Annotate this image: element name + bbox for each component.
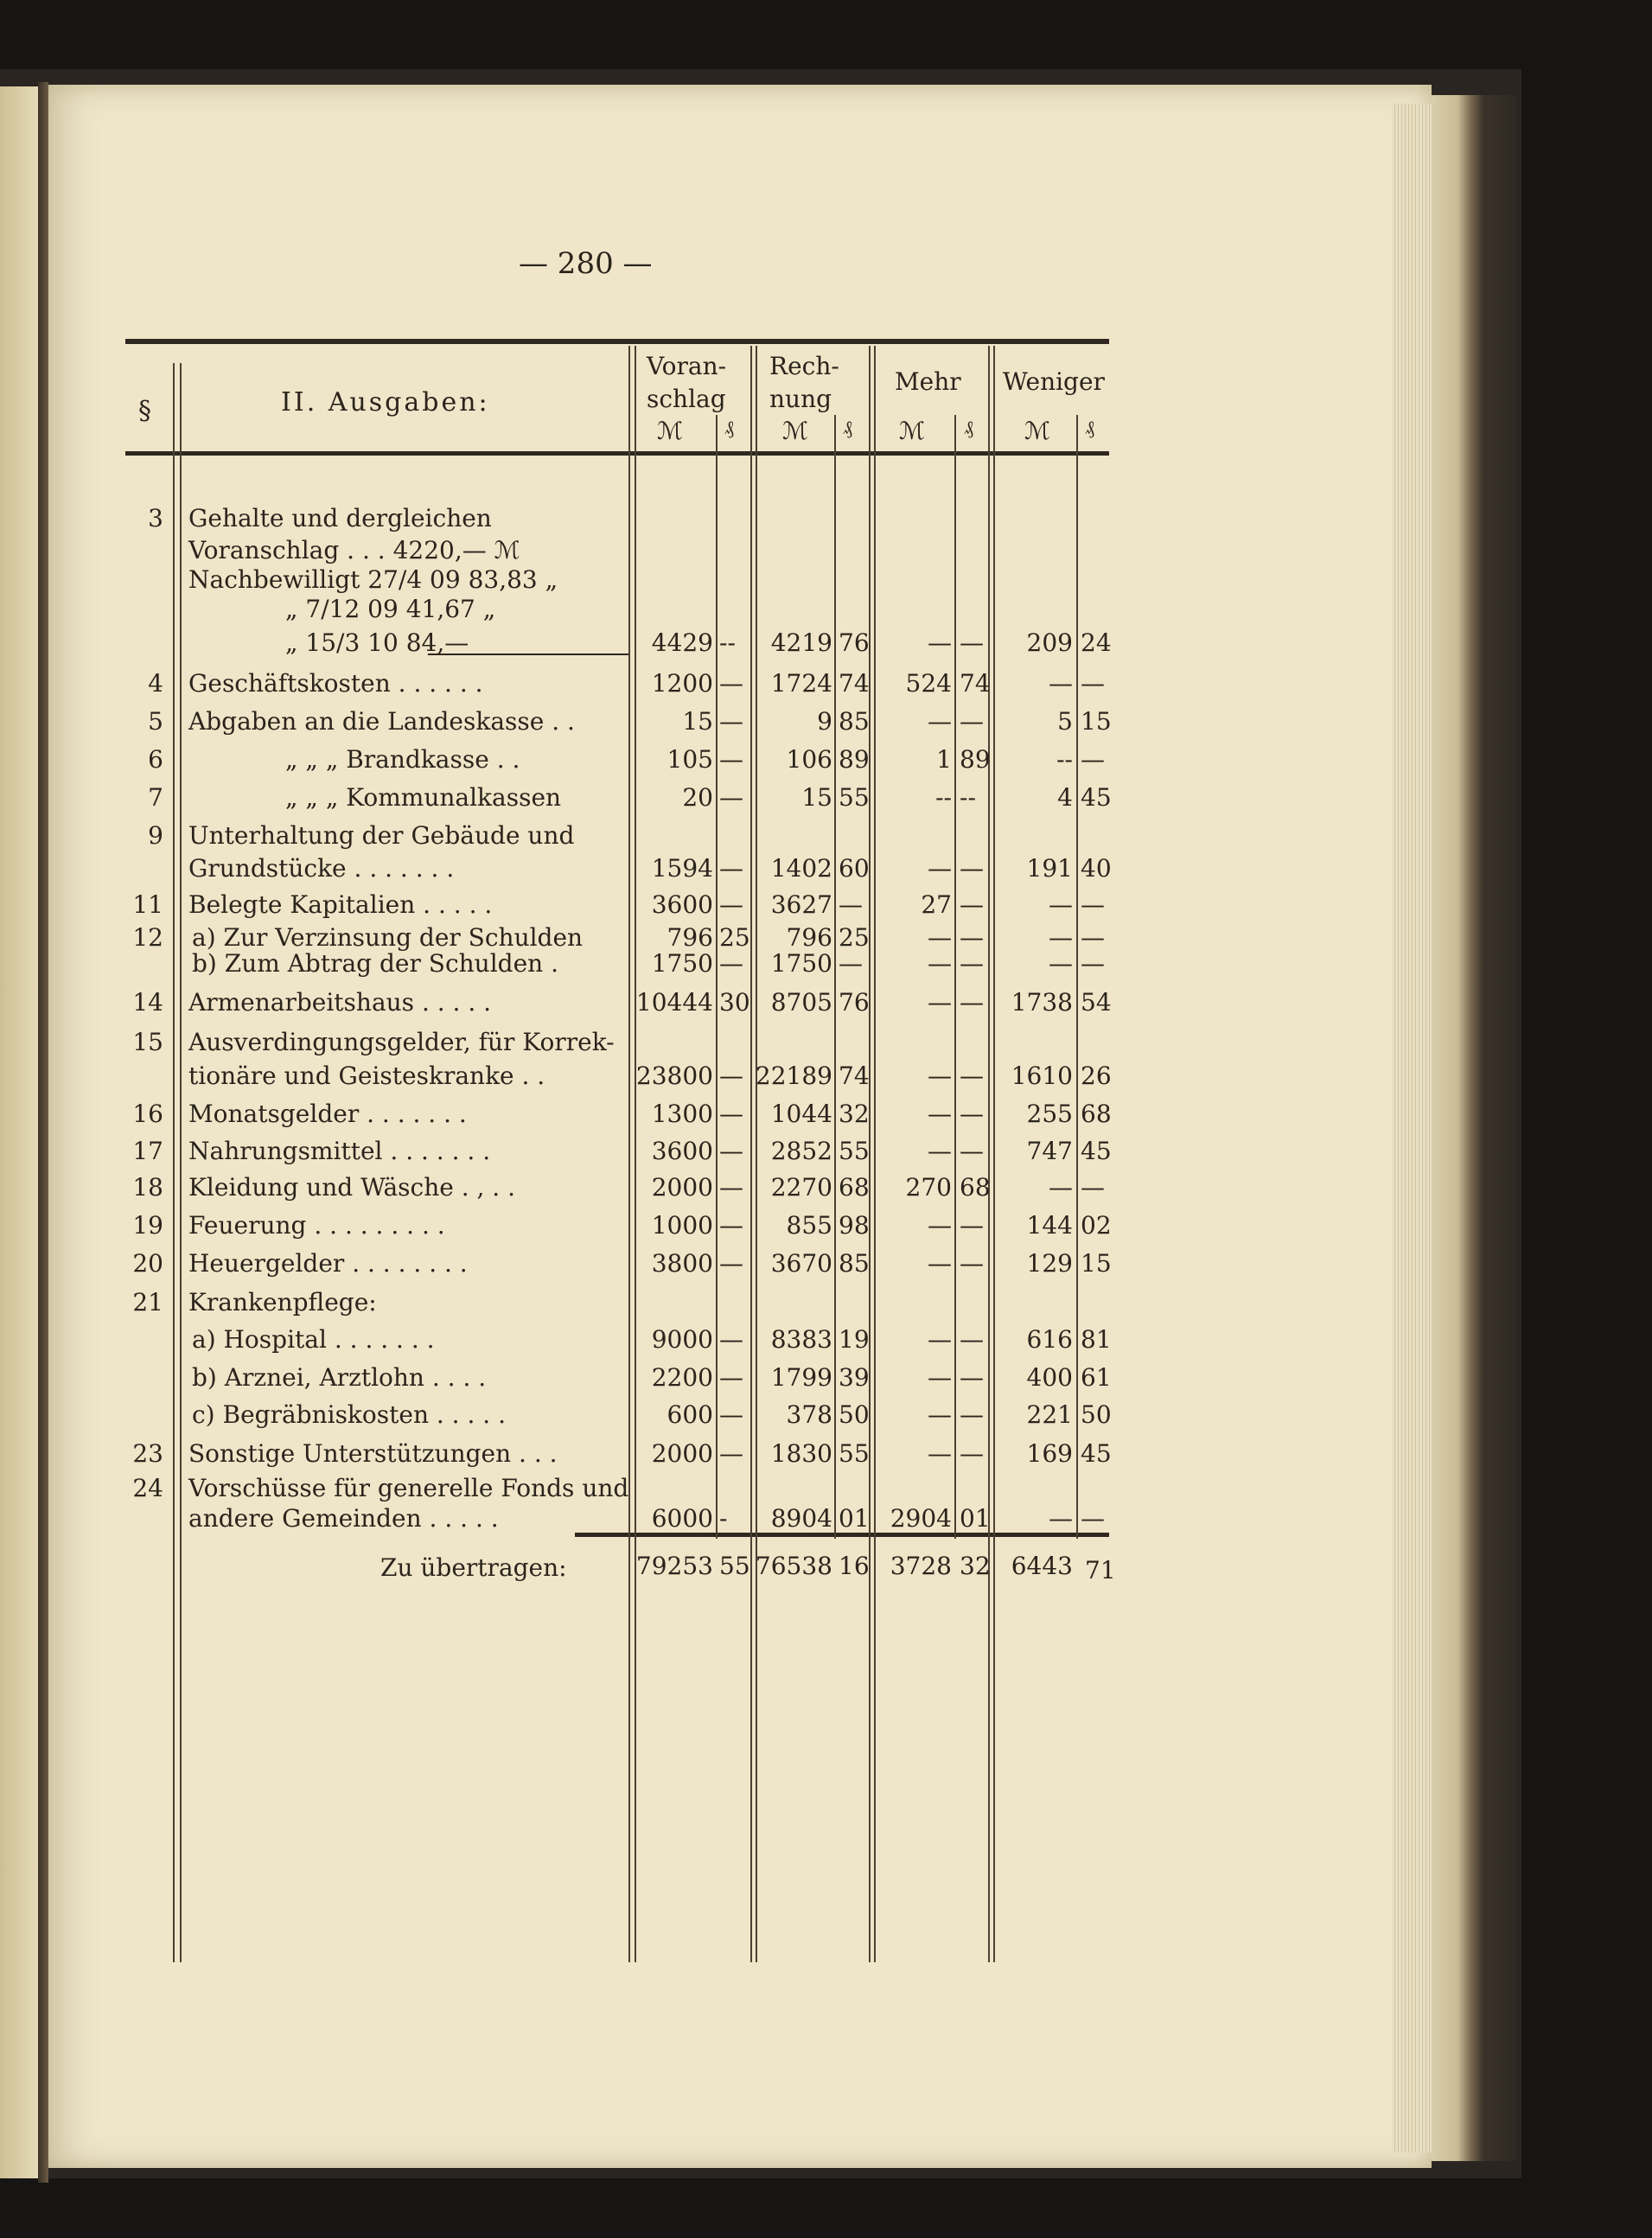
row-number: 14 — [132, 988, 163, 1017]
row-number: 4 — [148, 669, 163, 698]
cell-va-m: 6000 — [651, 1504, 713, 1533]
row-number: 9 — [148, 821, 163, 850]
total-va-mark: 79253 — [635, 1552, 713, 1580]
cell-we-p: 81 — [1081, 1325, 1112, 1354]
row-label: b) Arznei, Arztlohn . . . . — [192, 1363, 487, 1392]
row-label: Krankenpflege: — [188, 1288, 377, 1317]
cell-va-p: — — [719, 1100, 743, 1128]
row-label: Nahrungsmittel . . . . . . . — [188, 1137, 491, 1165]
total-re-mark: 76538 — [755, 1552, 832, 1580]
cell-va-m: 2000 — [651, 1439, 713, 1468]
cell-we-p: — — [1081, 923, 1105, 952]
cell-we-p: 54 — [1081, 988, 1112, 1017]
cell-re-m: 8383 — [770, 1325, 832, 1354]
cell-we-p: — — [1081, 949, 1105, 978]
cell-we-m: 255 — [1026, 1100, 1073, 1128]
cell-re-p: 19 — [839, 1325, 870, 1354]
row-label: Monatsgelder . . . . . . . — [188, 1100, 467, 1128]
cell-re-m: 8705 — [770, 988, 832, 1017]
cell-me-p: — — [960, 1137, 984, 1165]
col-line-me-pf — [954, 415, 956, 1539]
unit-mark-we: ℳ — [1024, 417, 1050, 445]
cell-va-m: 15 — [682, 707, 713, 736]
cell-we-p: — — [1081, 1173, 1105, 1202]
cell-re-m: 1724 — [770, 669, 832, 698]
cell-va-m: 3600 — [651, 1137, 713, 1165]
cell-me-m: 27 — [921, 890, 952, 919]
row-label: andere Gemeinden . . . . . — [188, 1504, 499, 1533]
cell-me-m: — — [928, 988, 952, 1017]
cell-va-m: 1300 — [651, 1100, 713, 1128]
cell-we-m: — — [1049, 949, 1073, 978]
row-number: 7 — [148, 783, 163, 812]
total-va-pf: 55 — [719, 1552, 750, 1580]
cell-we-p: 26 — [1081, 1062, 1112, 1090]
unit-pf-re: ₰ — [843, 418, 852, 439]
cell-we-m: — — [1049, 923, 1073, 952]
header-weniger: Weniger — [1003, 367, 1105, 396]
cell-we-p: — — [1081, 890, 1105, 919]
cell-re-m: 378 — [786, 1400, 832, 1429]
cell-va-m: 105 — [667, 745, 713, 774]
cell-va-m: 1594 — [651, 854, 713, 883]
row-number: 17 — [132, 1137, 163, 1165]
cell-va-p: -- — [719, 628, 736, 657]
cell-re-p: 74 — [839, 1062, 870, 1090]
cell-va-m: 23800 — [635, 1062, 713, 1090]
row-number: 5 — [148, 707, 163, 736]
unit-mark-re: ℳ — [782, 417, 808, 445]
cell-va-m: 4429 — [651, 628, 713, 657]
cell-we-m: — — [1049, 1173, 1073, 1202]
cell-re-p: 74 — [839, 669, 870, 698]
cell-re-p: 25 — [839, 923, 870, 952]
cell-we-m: 400 — [1026, 1363, 1073, 1392]
header-section-sign: § — [138, 396, 151, 426]
cell-me-p: — — [960, 890, 984, 919]
cell-re-m: 3627 — [770, 890, 832, 919]
cell-we-m: 144 — [1026, 1211, 1073, 1240]
row-label: „ „ „ Kommunalkassen — [285, 783, 562, 812]
col-line-nr — [173, 363, 175, 1962]
cell-re-m: 4219 — [770, 628, 832, 657]
cell-re-p: 32 — [839, 1100, 870, 1128]
cell-re-m: 1750 — [770, 949, 832, 978]
cell-we-m: 191 — [1026, 854, 1073, 883]
cell-we-m: — — [1049, 669, 1073, 698]
row-number: 18 — [132, 1173, 163, 1202]
total-re-pf: 16 — [839, 1552, 870, 1580]
cell-me-m: — — [928, 949, 952, 978]
row-label: Sonstige Unterstützungen . . . — [188, 1439, 558, 1468]
row-label: Ausverdingungsgelder, für Korrek- — [188, 1028, 615, 1056]
cell-va-m: 1200 — [651, 669, 713, 698]
cell-re-m: 2852 — [770, 1137, 832, 1165]
cell-va-p: — — [719, 1137, 743, 1165]
cell-me-p: 68 — [960, 1173, 991, 1202]
cell-re-m: 106 — [786, 745, 832, 774]
book-gutter — [38, 82, 48, 2183]
cell-re-p: 68 — [839, 1173, 870, 1202]
row-number: 6 — [148, 745, 163, 774]
cell-va-m: 3600 — [651, 890, 713, 919]
row-number: 15 — [132, 1028, 163, 1056]
cell-re-p: 89 — [839, 745, 870, 774]
row-number: 11 — [132, 890, 163, 919]
cell-va-m: 9000 — [651, 1325, 713, 1354]
row-label: Geschäftskosten . . . . . . — [188, 669, 483, 698]
cell-re-p: 85 — [839, 707, 870, 736]
row-label: Heuergelder . . . . . . . . — [188, 1249, 468, 1278]
book-cover-edge — [1432, 95, 1518, 2161]
row-number: 21 — [132, 1288, 163, 1317]
col-line-we-pf — [1076, 415, 1078, 1539]
cell-va-m: 1000 — [651, 1211, 713, 1240]
cell-me-p: — — [960, 923, 984, 952]
cell-we-p: 24 — [1081, 628, 1112, 657]
cell-we-m: 209 — [1026, 628, 1073, 657]
cell-va-p: — — [719, 1400, 743, 1429]
row-label: „ „ „ Brandkasse . . — [285, 745, 520, 774]
cell-we-p: — — [1081, 1504, 1105, 1533]
row-label: c) Begräbniskosten . . . . . — [192, 1400, 506, 1429]
cell-we-m: 129 — [1026, 1249, 1073, 1278]
cell-re-p: 55 — [839, 1137, 870, 1165]
cell-me-m: — — [928, 1439, 952, 1468]
cell-me-m: 270 — [905, 1173, 952, 1202]
cell-we-p: 68 — [1081, 1100, 1112, 1128]
cell-re-p: 55 — [839, 783, 870, 812]
cell-we-p: — — [1081, 669, 1105, 698]
cell-we-p: 61 — [1081, 1363, 1112, 1392]
cell-me-p: — — [960, 1325, 984, 1354]
cell-we-m: 1738 — [1011, 988, 1073, 1017]
header-voranschlag: Voran- schlag — [647, 352, 727, 413]
col-line-va-pf — [716, 415, 718, 1539]
cell-va-p: — — [719, 890, 743, 919]
cell-me-m: — — [928, 923, 952, 952]
cell-we-m: -- — [1056, 745, 1073, 774]
cell-me-m: — — [928, 628, 952, 657]
cell-we-p: 45 — [1081, 1137, 1112, 1165]
cell-va-p: — — [719, 854, 743, 883]
cell-re-p: 76 — [839, 628, 870, 657]
cell-we-m: 4 — [1057, 783, 1073, 812]
cell-me-p: — — [960, 1062, 984, 1090]
cell-va-p: — — [719, 1439, 743, 1468]
unit-pf-va: ₰ — [724, 418, 734, 439]
row-label: Vorschüsse für generelle Fonds und — [188, 1474, 629, 1502]
cell-re-m: 796 — [786, 923, 832, 952]
cell-va-m: 796 — [667, 923, 713, 952]
cell-me-p: — — [960, 988, 984, 1017]
row-number: 19 — [132, 1211, 163, 1240]
cell-va-p: — — [719, 669, 743, 698]
cell-we-m: 616 — [1026, 1325, 1073, 1354]
col-line-re-pf — [834, 415, 836, 1539]
cell-we-m: 169 — [1026, 1439, 1073, 1468]
cell-re-p: 76 — [839, 988, 870, 1017]
total-me-mark: 3728 — [890, 1552, 952, 1580]
header-title: II. Ausgaben: — [281, 387, 490, 418]
cell-re-p: 60 — [839, 854, 870, 883]
cell-we-p: 45 — [1081, 1439, 1112, 1468]
cell-va-p: — — [719, 745, 743, 774]
row-label: Voranschlag . . . 4220,— ℳ — [188, 536, 520, 564]
row-label: a) Hospital . . . . . . . — [192, 1325, 435, 1354]
cell-re-m: 8904 — [770, 1504, 832, 1533]
cell-me-m: — — [928, 1325, 952, 1354]
col-line-va — [628, 346, 630, 1962]
cell-va-p: — — [719, 1062, 743, 1090]
cell-re-m: 1044 — [770, 1100, 832, 1128]
row-label: Unterhaltung der Gebäude und — [188, 821, 575, 850]
row-label: b) Zum Abtrag der Schulden . — [192, 949, 558, 978]
row-label: a) Zur Verzinsung der Schulden — [192, 923, 584, 952]
cell-me-p: — — [960, 628, 984, 657]
row-number: 24 — [132, 1474, 163, 1502]
row-label: Feuerung . . . . . . . . . — [188, 1211, 445, 1240]
cell-va-p: — — [719, 783, 743, 812]
col-line-we — [988, 346, 990, 1962]
total-label: Zu übertragen: — [380, 1553, 567, 1582]
cell-re-p: — — [839, 949, 863, 978]
row-label: Armenarbeitshaus . . . . . — [188, 988, 492, 1017]
cell-re-m: 1402 — [770, 854, 832, 883]
row-label: Nachbewilligt 27/4 09 83,83 „ — [188, 565, 558, 594]
cell-me-m: — — [928, 1137, 952, 1165]
cell-me-m: — — [928, 1249, 952, 1278]
cell-va-p: — — [719, 1173, 743, 1202]
row-number: 12 — [132, 923, 163, 952]
unit-mark-me: ℳ — [899, 417, 925, 445]
cell-we-m: — — [1049, 890, 1073, 919]
cell-me-p: — — [960, 1100, 984, 1128]
cell-re-m: 2270 — [770, 1173, 832, 1202]
cell-re-m: 855 — [786, 1211, 832, 1240]
row-label: Kleidung und Wäsche . , . . — [188, 1173, 515, 1202]
cell-re-p: 50 — [839, 1400, 870, 1429]
total-we-pf: 71 — [1085, 1556, 1116, 1584]
row-label: „ 7/12 09 41,67 „ — [285, 595, 496, 623]
cell-me-p: — — [960, 949, 984, 978]
cell-me-m: — — [928, 854, 952, 883]
row-label: Gehalte und dergleichen — [188, 504, 492, 532]
cell-va-p: 25 — [719, 923, 750, 952]
cell-va-p: - — [719, 1504, 728, 1533]
cell-me-p: -- — [960, 783, 976, 812]
previous-page-edge — [0, 86, 38, 2178]
cell-me-m: -- — [935, 783, 952, 812]
row-label: tionäre und Geisteskranke . . — [188, 1062, 545, 1090]
cell-we-m: 221 — [1026, 1400, 1073, 1429]
header-top-rule — [125, 339, 1109, 344]
cell-me-p: — — [960, 1400, 984, 1429]
cell-we-p: 45 — [1081, 783, 1112, 812]
col-line-nr-2 — [180, 363, 182, 1962]
cell-va-m: 2200 — [651, 1363, 713, 1392]
cell-va-p: — — [719, 1325, 743, 1354]
cell-re-m: 1830 — [770, 1439, 832, 1468]
col-line-me-2 — [874, 346, 876, 1962]
cell-va-m: 3800 — [651, 1249, 713, 1278]
cell-we-m: 1610 — [1011, 1062, 1073, 1090]
cell-va-m: 2000 — [651, 1173, 713, 1202]
row-number: 3 — [148, 504, 163, 532]
total-me-pf: 32 — [960, 1552, 991, 1580]
row-label: „ 15/3 10 84,— — [285, 628, 469, 657]
cell-me-p: — — [960, 707, 984, 736]
cell-va-m: 1750 — [651, 949, 713, 978]
cell-re-p: — — [839, 890, 863, 919]
cell-me-p: — — [960, 1211, 984, 1240]
cell-we-p: 15 — [1081, 707, 1112, 736]
cell-va-p: — — [719, 1363, 743, 1392]
row-number: 20 — [132, 1249, 163, 1278]
page-number: — 280 — — [519, 246, 653, 281]
cell-me-p: — — [960, 1249, 984, 1278]
row-number: 16 — [132, 1100, 163, 1128]
cell-me-m: 524 — [905, 669, 952, 698]
total-rule — [575, 1533, 1109, 1537]
row-label: Abgaben an die Landeskasse . . — [188, 707, 575, 736]
cell-me-p: — — [960, 854, 984, 883]
cell-me-m: — — [928, 707, 952, 736]
col-line-we-2 — [993, 346, 995, 1962]
row-number: 23 — [132, 1439, 163, 1468]
cell-me-p: 74 — [960, 669, 991, 698]
cell-re-m: 15 — [801, 783, 832, 812]
cell-we-p: 50 — [1081, 1400, 1112, 1429]
unit-mark-va: ℳ — [657, 417, 683, 445]
unit-pf-we: ₰ — [1085, 418, 1094, 439]
cell-me-m: — — [928, 1100, 952, 1128]
cell-me-m: — — [928, 1211, 952, 1240]
cell-me-m: 2904 — [890, 1504, 952, 1533]
cell-me-m: — — [928, 1062, 952, 1090]
cell-va-m: 600 — [667, 1400, 713, 1429]
header-bottom-rule — [125, 451, 1109, 456]
cell-re-p: 55 — [839, 1439, 870, 1468]
cell-we-m: 5 — [1057, 707, 1073, 736]
header-rechnung: Rech- nung — [769, 352, 839, 413]
cell-me-m: 1 — [936, 745, 952, 774]
row-label: Grundstücke . . . . . . . — [188, 854, 455, 883]
cell-re-m: 1799 — [770, 1363, 832, 1392]
cell-re-p: 85 — [839, 1249, 870, 1278]
cell-va-p: — — [719, 949, 743, 978]
cell-we-p: 02 — [1081, 1211, 1112, 1240]
cell-va-m: 10444 — [635, 988, 713, 1017]
cell-me-m: — — [928, 1363, 952, 1392]
cell-re-m: 9 — [817, 707, 832, 736]
cell-va-m: 20 — [682, 783, 713, 812]
cell-we-p: — — [1081, 745, 1105, 774]
cell-me-p: 01 — [960, 1504, 991, 1533]
cell-va-p: — — [719, 707, 743, 736]
cell-we-m: 747 — [1026, 1137, 1073, 1165]
cell-re-p: 39 — [839, 1363, 870, 1392]
cell-re-p: 01 — [839, 1504, 870, 1533]
page-stack-edges — [1392, 104, 1433, 2152]
header-mehr: Mehr — [895, 367, 961, 396]
cell-we-p: 40 — [1081, 854, 1112, 883]
cell-re-m: 22189 — [755, 1062, 832, 1090]
col-line-re — [750, 346, 752, 1962]
cell-me-p: — — [960, 1439, 984, 1468]
unit-pf-me: ₰ — [964, 418, 973, 439]
cell-re-m: 3670 — [770, 1249, 832, 1278]
total-we-mark: 6443 — [1011, 1552, 1073, 1580]
cell-va-p: 30 — [719, 988, 750, 1017]
cell-re-p: 98 — [839, 1211, 870, 1240]
cell-me-p: 89 — [960, 745, 991, 774]
col-line-re-2 — [756, 346, 757, 1962]
cell-me-p: — — [960, 1363, 984, 1392]
col-line-va-2 — [635, 346, 636, 1962]
cell-me-m: — — [928, 1400, 952, 1429]
cell-we-p: 15 — [1081, 1249, 1112, 1278]
cell-va-p: — — [719, 1249, 743, 1278]
cell-we-m: — — [1049, 1504, 1073, 1533]
row-label: Belegte Kapitalien . . . . . — [188, 890, 493, 919]
cell-va-p: — — [719, 1211, 743, 1240]
